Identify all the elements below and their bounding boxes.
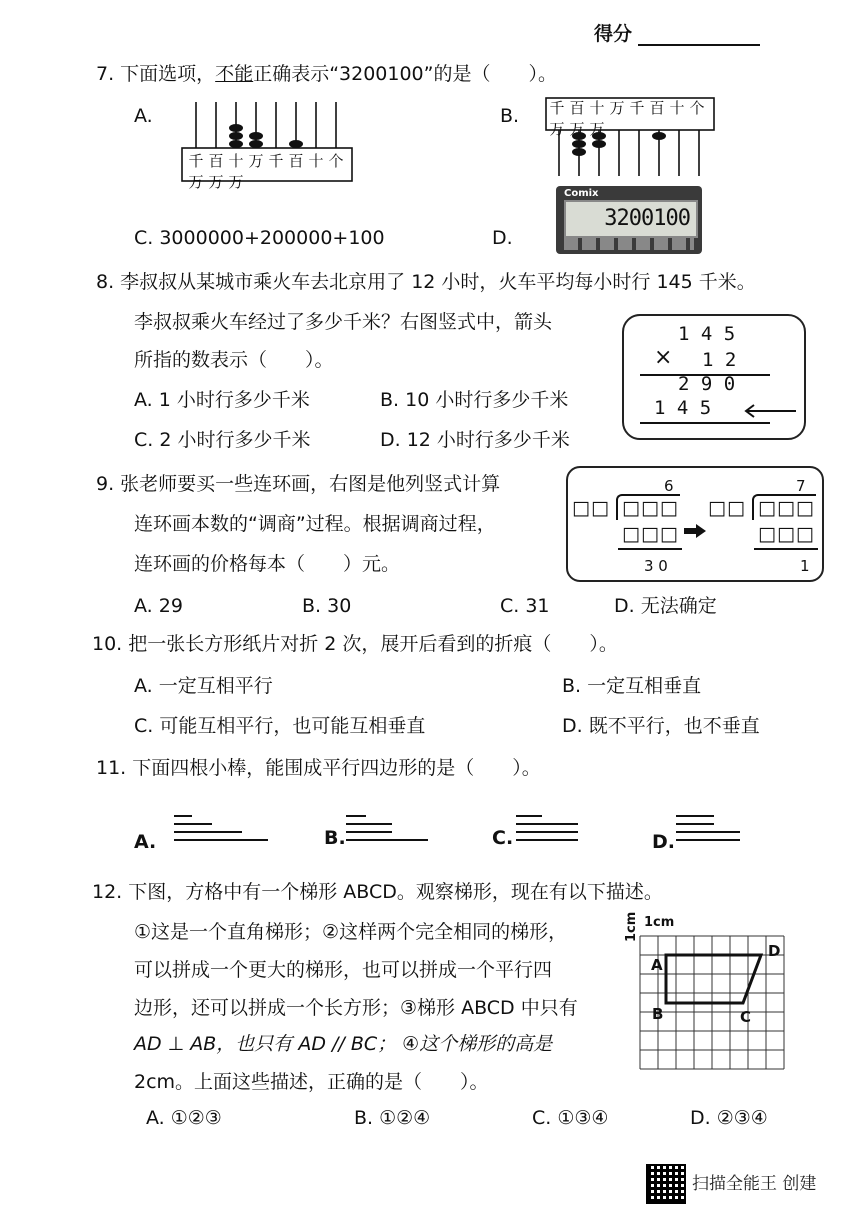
q12-line5: 2cm。上面这些描述，正确的是（ ）。 xyxy=(134,1071,489,1093)
q9-divisor-left: □□ xyxy=(572,497,610,519)
q12-option-b: B. ①②④ xyxy=(354,1107,431,1129)
q8-calc-op: × xyxy=(654,345,673,370)
q12-option-a: A. ①②③ xyxy=(146,1107,222,1129)
q11-sticks-a xyxy=(168,810,272,846)
abacus-a-label: 百 xyxy=(288,152,304,170)
qr-code-icon xyxy=(646,1164,686,1204)
q10-option-d: D. 既不平行，也不垂直 xyxy=(562,715,760,737)
abacus-b-label: 十 xyxy=(669,99,685,117)
abacus-b-labels xyxy=(547,97,717,139)
q7-option-d-label: D. xyxy=(492,227,513,249)
q10-stem: 10. 把一张长方形纸片对折 2 次，展开后看到的折痕（ ）。 xyxy=(92,633,618,655)
q12-stem: 12. 下图，方格中有一个梯形 ABCD。观察梯形，现在有以下描述。 xyxy=(92,881,663,903)
abacus-a-label: 千万 xyxy=(188,152,204,191)
q9-option-c: C. 31 xyxy=(500,595,550,617)
abacus-b-label: 个 xyxy=(689,99,705,117)
q12-option-c: C. ①③④ xyxy=(532,1107,609,1129)
q7-emph: 不能 xyxy=(215,63,254,85)
q11-option-d-label: D. xyxy=(652,831,675,853)
q11-option-a-label: A. xyxy=(134,831,157,853)
calculator-brand: Comix xyxy=(564,188,599,199)
abacus-a-label: 十 xyxy=(308,152,324,170)
abacus-a-label: 个 xyxy=(328,152,344,170)
q9-line1: 9. 张老师要买一些连环画，右图是他列竖式计算 xyxy=(96,473,501,495)
abacus-a-label: 千 xyxy=(268,152,284,170)
q9-rule-left xyxy=(618,548,682,550)
q8-calc-row3: 2 9 0 xyxy=(678,373,736,395)
q10-option-b: B. 一定互相垂直 xyxy=(562,675,702,697)
abacus-a-labels xyxy=(186,150,356,192)
calculator-keys xyxy=(564,238,694,250)
q8-option-b: B. 10 小时行多少千米 xyxy=(380,389,569,411)
q7-stem-start: 7. 下面选项， xyxy=(96,63,216,85)
q12-line3: 边形，还可以拼成一个长方形；③梯形 ABCD 中只有 xyxy=(134,997,578,1019)
abacus-b-label: 千 xyxy=(629,99,645,117)
abacus-b-label: 万 xyxy=(609,99,625,117)
q12-line1: ①这是一个直角梯形；②这样两个完全相同的梯形， xyxy=(134,921,568,943)
grid-unit-side: 1cm xyxy=(624,911,639,942)
q10-option-c: C. 可能互相平行，也可能互相垂直 xyxy=(134,715,426,737)
abacus-a-label: 万 xyxy=(248,152,264,170)
q11-option-c-label: C. xyxy=(492,827,514,849)
q11-option-b-label: B. xyxy=(324,827,346,849)
q11-sticks-b xyxy=(342,810,432,844)
score-label: 得分 xyxy=(594,23,633,45)
q9-quotient-right: 7 xyxy=(796,477,806,495)
scanner-watermark: 扫描全能王 创建 xyxy=(692,1174,817,1194)
q11-sticks-d xyxy=(672,810,744,844)
q8-line3: 所指的数表示（ ）。 xyxy=(134,349,334,371)
q8-calc-box xyxy=(622,314,806,440)
calculator-display xyxy=(564,200,698,238)
vertex-b-label: B xyxy=(652,1005,664,1023)
q9-line2: 连环画本数的“调商”过程。根据调商过程， xyxy=(134,513,496,535)
calculator-display-value: 3200100 xyxy=(604,206,690,231)
q11-sticks-c xyxy=(512,810,584,844)
q12-line4: AD ⊥ AB，也只有 AD // BC； ④这个梯形的高是 xyxy=(134,1033,553,1055)
vertex-d-label: D xyxy=(768,942,781,960)
q9-divisor-right: □□ xyxy=(708,497,746,519)
grid-unit-top: 1cm xyxy=(644,915,675,930)
score-blank[interactable] xyxy=(638,24,760,46)
q8-calc-rule2 xyxy=(640,422,770,424)
q9-rule-right xyxy=(754,548,818,550)
abacus-b-label: 千万 xyxy=(549,99,565,138)
q11-stem: 11. 下面四根小棒，能围成平行四边形的是（ ）。 xyxy=(96,757,541,779)
q8-arrow-icon xyxy=(742,404,798,418)
vertex-a-label: A xyxy=(651,956,663,974)
abacus-b-label: 百万 xyxy=(569,99,585,138)
q8-option-a: A. 1 小时行多少千米 xyxy=(134,389,310,411)
abacus-a-label: 十万 xyxy=(228,152,244,191)
q9-remainder-left: 3 0 xyxy=(644,557,668,575)
q9-dividend-right: □□□ xyxy=(758,497,815,519)
q9-remainder-right: 1 xyxy=(800,557,810,575)
abacus-b-label: 十万 xyxy=(589,99,605,138)
q9-option-d: D. 无法确定 xyxy=(614,595,717,617)
q7-option-a-label: A. xyxy=(134,105,153,127)
q8-option-c: C. 2 小时行多少千米 xyxy=(134,429,311,451)
q9-product-left: □□□ xyxy=(622,523,679,545)
q8-option-d: D. 12 小时行多少千米 xyxy=(380,429,570,451)
q9-line3: 连环画的价格每本（ ）元。 xyxy=(134,553,401,575)
q7-option-c: C. 3000000+200000+100 xyxy=(134,227,385,249)
q10-option-a: A. 一定互相平行 xyxy=(134,675,273,697)
q7-stem xyxy=(96,62,557,86)
q7-option-b-label: B. xyxy=(500,105,520,127)
calculator-image xyxy=(556,186,702,254)
q8-calc-row4: 1 4 5 xyxy=(654,397,712,419)
q8-line1: 8. 李叔叔从某城市乘火车去北京用了 12 小时，火车平均每小时行 145 千米。 xyxy=(96,271,756,293)
q9-option-b: B. 30 xyxy=(302,595,352,617)
q12-line2: 可以拼成一个更大的梯形，也可以拼成一个平行四 xyxy=(134,959,553,981)
q7-stem-rest: 正确表示“3200100”的是（ ）。 xyxy=(253,63,557,85)
q8-line2: 李叔叔乘火车经过了多少千米？右图竖式中，箭头 xyxy=(134,311,553,333)
q9-right-arrow-icon xyxy=(684,524,706,538)
vertex-c-label: C xyxy=(740,1008,752,1026)
q8-calc-row2: 1 2 xyxy=(702,349,737,371)
q9-dividend-left: □□□ xyxy=(622,497,679,519)
abacus-a-label: 百万 xyxy=(208,152,224,191)
q8-calc-row1: 1 4 5 xyxy=(678,323,736,345)
q12-option-d: D. ②③④ xyxy=(690,1107,768,1129)
q9-option-a: A. 29 xyxy=(134,595,183,617)
q9-product-right: □□□ xyxy=(758,523,815,545)
q9-quotient-left: 6 xyxy=(664,477,674,495)
q9-division-box xyxy=(566,466,824,582)
abacus-b-label: 百 xyxy=(649,99,665,117)
